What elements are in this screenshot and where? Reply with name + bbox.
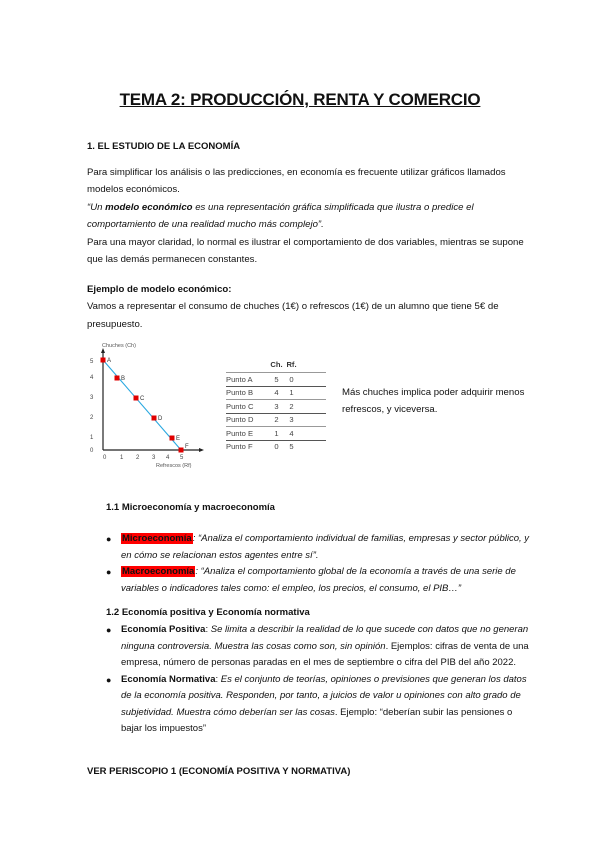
clarity-paragraph: Para una mayor claridad, lo normal es ilustrar el comportamiento de dos variables, mientras se supone que las demás permanecen constantes. [87, 237, 524, 266]
page-title: TEMA 2: PRODUCCIÓN, RENTA Y COMERCIO [119, 90, 481, 109]
svg-text:1: 1 [120, 455, 124, 461]
section-heading-1-1: 1.1 Microeconomía y macroeconomía [106, 502, 275, 513]
y-axis-label: Chuches (Ch) [102, 343, 136, 349]
list-item: ● Economía Normativa: Es el conjunto de teorías, opiniones o previsiones que generan los datos de la economía positiva. Responden, por tanto, a juicios de valor u opiniones con alto grado de subjetividad. Muestra cómo deberían ser las cosas. Ejemplo: “deberían subir las pensiones o bajar los impuestos” [106, 673, 527, 734]
chart-note: Más chuches implica poder adquirir menos refrescos, y viceversa. [342, 387, 525, 415]
y-ticks [90, 359, 94, 454]
budget-line-chart [84, 338, 214, 468]
svg-text:4: 4 [90, 375, 94, 381]
x-ticks [103, 455, 184, 461]
table-row: Punto E 1 4 [226, 426, 326, 440]
bullet-icon: ● [106, 534, 112, 544]
points-table [226, 360, 326, 453]
svg-text:C: C [140, 396, 145, 402]
table-row: Punto F 0 5 [226, 440, 326, 454]
svg-text:3: 3 [152, 455, 156, 461]
svg-text:B: B [121, 376, 126, 382]
table-row: Punto B 4 1 [226, 386, 326, 400]
table-header: Ch. Rf. [270, 360, 297, 369]
svg-text:A: A [107, 358, 112, 364]
list-item: ● Economía Positiva: Se limita a describir la realidad de lo que sucede con datos que no generan ninguna controversia. Muestra las cosas como son, sin opinión. Ejemplos: cifras de venta de una empresa, número de personas paradas en el mes de septiembre o cifra del PIB del año 2022. [106, 624, 529, 668]
point-labels [107, 358, 189, 450]
intro-paragraph [87, 164, 527, 233]
svg-text:0: 0 [103, 455, 107, 461]
svg-text:D: D [158, 416, 163, 422]
table-row: Punto D 2 3 [226, 413, 326, 427]
svg-text:4: 4 [166, 455, 170, 461]
periscope-reference: VER PERISCOPIO 1 (ECONOMÍA POSITIVA Y NORMATIVA) [87, 766, 351, 777]
svg-text:F: F [185, 444, 189, 450]
svg-text:2: 2 [90, 415, 94, 421]
table-row: Punto C 3 2 [226, 399, 326, 413]
svg-text:5: 5 [180, 455, 184, 461]
svg-text:3: 3 [90, 395, 94, 401]
table-row: Punto A 5 0 [226, 372, 326, 386]
definition-quote: “Un modelo económico es una representación gráfica simplificada que ilustra o predice el comportamiento de una realidad mucho más complejo”. [87, 201, 474, 230]
bullet-icon: ● [106, 625, 112, 635]
list-item: ● Macroeconomía: “Analiza el comportamiento global de la economía a través de una serie de variables o indicadores tales como: el empleo, los precios, el consumo, el PIB…” [106, 566, 516, 594]
micro-macro-list [106, 531, 531, 597]
positive-normative-list [106, 622, 531, 738]
budget-line [103, 360, 181, 450]
bullet-icon: ● [106, 567, 112, 577]
svg-text:5: 5 [90, 359, 94, 365]
highlighted-term: Microeconomía [122, 533, 192, 544]
svg-text:E: E [176, 436, 181, 442]
table-body [226, 372, 326, 453]
svg-text:0: 0 [90, 448, 94, 454]
svg-text:2: 2 [136, 455, 140, 461]
intro-text: Para simplificar los análisis o las predicciones, en economía es frecuente utilizar gráficos llamados modelos económicos. [87, 167, 506, 196]
svg-text:1: 1 [90, 435, 94, 441]
list-item: ● Microeconomía: “Analiza el comportamiento individual de familias, empresas y sector público, y en cómo se relacionan estos agentes entre sí”. [106, 533, 530, 561]
example-text: Vamos a representar el consumo de chuches (1€) o refrescos (1€) de un alumno que tiene 5€ de presupuesto. [87, 301, 499, 330]
bullet-icon: ● [106, 674, 112, 685]
example-paragraph [87, 281, 527, 333]
example-heading: Ejemplo de modelo económico: [87, 284, 232, 295]
section-heading-1: 1. EL ESTUDIO DE LA ECONOMÍA [87, 141, 241, 152]
x-axis-label: Refrescos (Rf) [156, 463, 192, 468]
highlighted-term: Macroeconomía [122, 566, 195, 577]
section-heading-1-2: 1.2 Economía positiva y Economía normativa [106, 607, 310, 618]
